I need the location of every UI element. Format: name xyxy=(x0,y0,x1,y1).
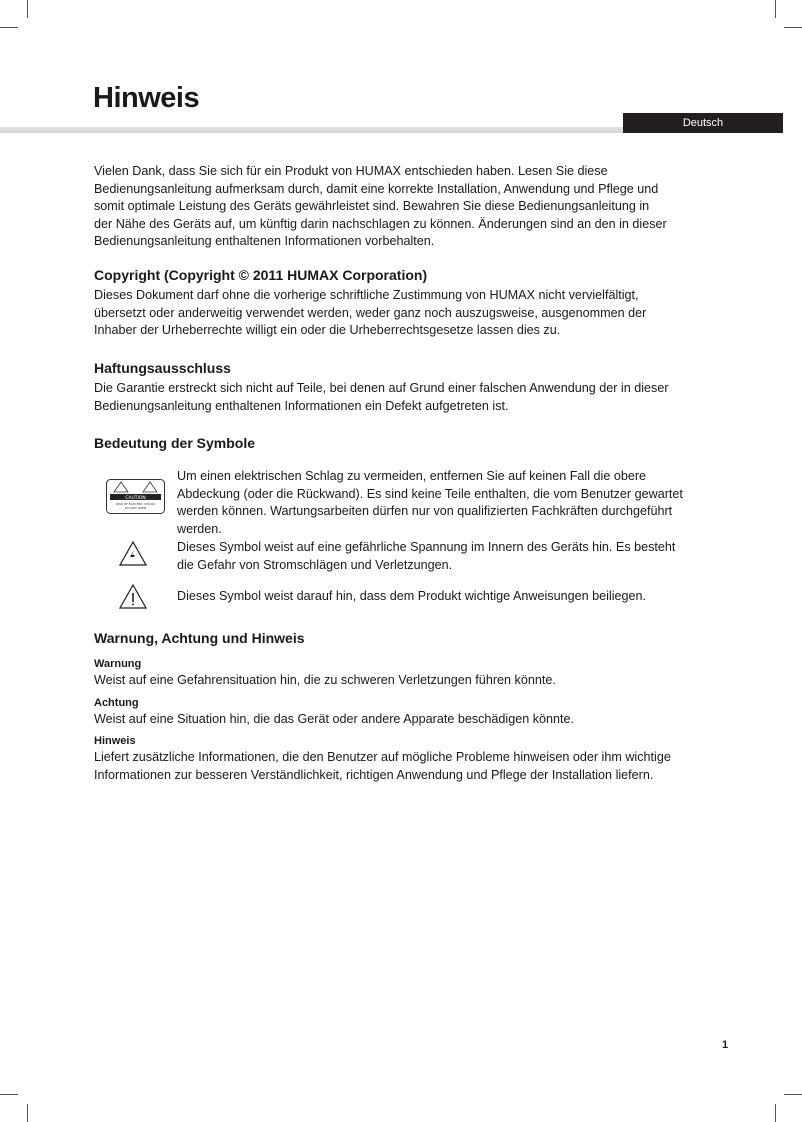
section-heading: Warnung, Achtung und Hinweis xyxy=(94,630,305,646)
disclaimer-section xyxy=(94,360,734,415)
text-line: übersetzt oder anderweitig verwendet werden, weder ganz noch auszugsweise, ausgenommen der xyxy=(94,305,647,320)
text-line: Bedienungsanleitung enthaltenen Informationen vorbehalten. xyxy=(94,234,435,248)
text-line: Informationen zur besseren Verständlichkeit, richtigen Anwendung und Pflege der Installation liefern. xyxy=(94,767,654,782)
crop-mark xyxy=(775,0,776,18)
crop-mark xyxy=(784,1094,802,1095)
symbol-description xyxy=(177,588,737,606)
text-line: werden. xyxy=(177,521,222,536)
crop-mark xyxy=(775,1104,776,1122)
text-line: Weist auf eine Gefahrensituation hin, die zu schweren Verletzungen führen könnte. xyxy=(94,673,556,687)
text-line: Inhaber der Urheberrechte willigt ein oder die Urheberrechtsgesetze lassen dies zu. xyxy=(94,323,561,337)
text-line: Die Garantie erstreckt sich nicht auf Teile, bei denen auf Grund einer falschen Anwendung der in dieser xyxy=(94,381,669,395)
text-line: Dieses Dokument darf ohne die vorherige schriftliche Zustimmung von HUMAX nicht vervielfältigt, xyxy=(94,288,639,302)
text-line: Bedienungsanleitung aufmerksam durch, damit eine korrekte Installation, Anwendung und Pflege und xyxy=(94,181,659,196)
crop-mark xyxy=(784,27,802,28)
text-line: Um einen elektrischen Schlag zu vermeiden, entfernen Sie auf keinen Fall die obere xyxy=(177,469,647,483)
caution-label: Achtung xyxy=(94,696,139,709)
text-line: der Nähe des Geräts auf, um künftig darin nachschlagen zu können. Änderungen sind an den in dieser xyxy=(94,216,667,231)
exclamation-warning-icon xyxy=(119,584,147,609)
section-heading: Copyright (Copyright © 2011 HUMAX Corporation) xyxy=(94,267,428,283)
symbol-description xyxy=(177,468,737,538)
text-line: werden können. Wartungsarbeiten dürfen nur von qualifizierten Fachkräften durchgeführt xyxy=(177,504,673,518)
note-label: Hinweis xyxy=(94,735,136,747)
text-line: Weist auf eine Situation hin, die das Gerät oder andere Apparate beschädigen könnte. xyxy=(94,711,575,726)
text-line: Abdeckung (oder die Rückwand). Es sind keine Teile enthalten, die vom Benutzer gewartet xyxy=(177,486,683,501)
page-title: Hinweis xyxy=(93,82,200,114)
text-line: Vielen Dank, dass Sie sich für ein Produkt von HUMAX entschieden haben. Lesen Sie diese xyxy=(94,164,608,178)
header-rule xyxy=(0,127,623,133)
copyright-section xyxy=(94,267,734,340)
intro-paragraph xyxy=(94,163,734,251)
crop-mark xyxy=(0,1094,18,1095)
caution-label-text: RISK OF ELECTRIC SHOCK xyxy=(116,502,155,506)
language-tab: Deutsch xyxy=(623,113,783,133)
section-heading: Bedeutung der Symbole xyxy=(94,435,256,451)
warnings-section xyxy=(94,630,734,784)
text-line: die Gefahr von Stromschlägen und Verletzungen. xyxy=(177,557,453,572)
symbols-heading xyxy=(94,435,734,451)
symbol-description xyxy=(177,539,737,574)
text-line: Liefert zusätzliche Informationen, die den Benutzer auf mögliche Probleme hinweisen oder ihm wichtige xyxy=(94,750,671,764)
warning-label: Warnung xyxy=(94,658,142,670)
caution-label-icon xyxy=(106,479,165,514)
section-heading: Haftungsausschluss xyxy=(94,360,231,376)
text-line: Bedienungsanleitung enthaltenen Informationen ein Defekt aufgetreten ist. xyxy=(94,398,509,413)
crop-mark xyxy=(27,1104,28,1122)
caution-label-title: CAUTION xyxy=(125,496,146,501)
text-line: somit optimale Leistung des Geräts gewährleistet sind. Bewahren Sie diese Bedienungsanleitung in xyxy=(94,199,650,213)
high-voltage-warning-icon xyxy=(119,541,147,566)
caution-label-text: DO NOT OPEN xyxy=(124,506,147,510)
crop-mark xyxy=(27,0,28,18)
crop-mark xyxy=(0,27,18,28)
page-number: 1 xyxy=(722,1039,729,1051)
text-line: Dieses Symbol weist darauf hin, dass dem Produkt wichtige Anweisungen beiliegen. xyxy=(177,589,647,603)
text-line: Dieses Symbol weist auf eine gefährliche Spannung im Innern des Geräts hin. Es besteht xyxy=(177,540,676,554)
